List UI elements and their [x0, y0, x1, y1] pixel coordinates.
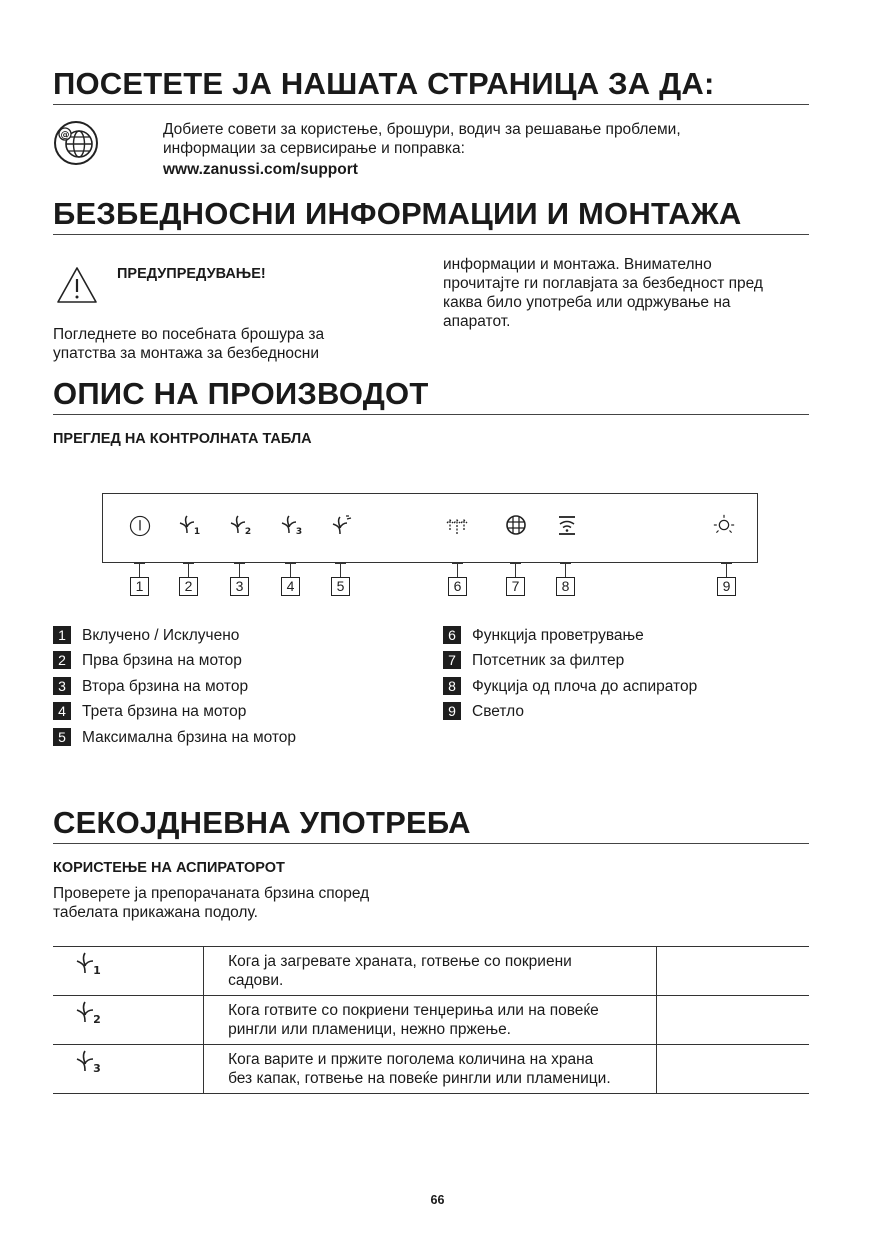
page-number: 66 — [430, 1193, 445, 1207]
legend-text: Максимална брзина на мотор — [82, 729, 297, 746]
speed-description — [204, 996, 657, 1045]
svg-text:1: 1 — [193, 527, 201, 536]
usage-intro-line1: Проверете ја препорачаната брзина според — [53, 885, 370, 902]
legend-item — [53, 677, 248, 697]
panel-number-1: 1 — [130, 577, 149, 596]
safety-left-line2: упатства за монтажа за безбедносни — [53, 345, 320, 362]
support-link[interactable]: www.zanussi.com/support — [163, 161, 358, 178]
fan-speed-1-icon — [75, 951, 105, 977]
legend-number: 6 — [443, 626, 461, 644]
speed-description-line: Кога варите и пржите поголема количина на храна — [228, 1051, 594, 1068]
safety-right-line1: информации и монтажа. Внимателно — [443, 256, 712, 273]
speed-cell — [53, 996, 204, 1045]
panel-number-5: 5 — [331, 577, 350, 596]
legend-text: Трета брзина на мотор — [82, 703, 247, 720]
warning-label: ПРЕДУПРЕДУВАЊЕ! — [117, 266, 266, 282]
safety-right-line2: прочитајте ги поглавјата за безбедност пред — [443, 275, 763, 292]
speed-description-line: Кога готвите со покриени тенџериња или на повеќе — [228, 1002, 599, 1019]
legend-text: Фукција од плоча до аспиратор — [472, 678, 698, 695]
legend-item — [53, 651, 242, 671]
speed-table — [53, 946, 809, 1094]
fan-boost-icon — [329, 514, 353, 536]
legend-item — [53, 626, 239, 646]
legend-text: Втора брзина на мотор — [82, 678, 249, 695]
legend-item — [443, 677, 697, 697]
legend-text: Прва брзина на мотор — [82, 652, 242, 669]
speed-description — [204, 1045, 657, 1094]
legend-item — [53, 728, 296, 748]
fan-speed-3-icon — [280, 514, 304, 536]
section-title-safety: БЕЗБЕДНОСНИ ИНФОРМАЦИИ И МОНТАЖА — [53, 196, 809, 235]
legend-item — [443, 626, 644, 646]
legend-number: 8 — [443, 677, 461, 695]
speed-number: 1 — [93, 964, 101, 977]
speed-description-line: Кога ја загревате храната, готвење со покриени — [228, 953, 572, 970]
empty-cell — [656, 947, 809, 996]
speed-cell — [53, 1045, 204, 1094]
speed-description — [204, 947, 657, 996]
table-row — [53, 996, 809, 1045]
speed-cell — [53, 947, 204, 996]
filter-grid-icon — [504, 514, 528, 536]
legend-number: 5 — [53, 728, 71, 746]
usage-intro-line2: табелата прикажана подолу. — [53, 904, 258, 921]
svg-text:@: @ — [60, 130, 70, 141]
svg-text:2: 2 — [244, 527, 252, 536]
fan-speed-2-icon — [75, 1000, 105, 1026]
legend-item — [53, 702, 246, 722]
panel-number-6: 6 — [448, 577, 467, 596]
panel-number-9: 9 — [717, 577, 736, 596]
legend-number: 1 — [53, 626, 71, 644]
legend-text: Потсетник за филтер — [472, 652, 625, 669]
table-row — [53, 947, 809, 996]
legend-text: Вклучено / Исклучено — [82, 627, 240, 644]
panel-number-4: 4 — [281, 577, 300, 596]
speed-description-line: рингли или пламеници, нежно пржење. — [228, 1021, 511, 1038]
legend-number: 7 — [443, 651, 461, 669]
hood-usage-subtitle: КОРИСТЕЊЕ НА АСПИРАТОРОТ — [53, 860, 285, 876]
legend-number: 3 — [53, 677, 71, 695]
hob-to-hood-icon — [555, 514, 579, 536]
empty-cell — [656, 1045, 809, 1094]
panel-number-8: 8 — [556, 577, 575, 596]
table-row — [53, 1045, 809, 1094]
ventilation-icon — [445, 514, 469, 536]
section-title-daily-use: СЕКОЈДНЕВНА УПОТРЕБА — [53, 805, 809, 844]
speed-description-line: без капак, готвење на повеќе рингли или пламеници. — [228, 1070, 611, 1087]
section-title-visit: ПОСЕТЕТЕ ЈА НАШАТА СТРАНИЦА ЗА ДА: — [53, 66, 809, 105]
empty-cell — [656, 996, 809, 1045]
visit-text-line2: информации за сервисирање и поправка: — [163, 140, 465, 157]
safety-right-line3: каква било употреба или одржување на — [443, 294, 731, 311]
section-title-product: ОПИС НА ПРОИЗВОДОТ — [53, 376, 809, 415]
panel-number-2: 2 — [179, 577, 198, 596]
control-panel-subtitle: ПРЕГЛЕД НА КОНТРОЛНАТА ТАБЛА — [53, 431, 312, 447]
safety-left-line1: Погледнете во посебната брошура за — [53, 326, 325, 343]
legend-item — [443, 702, 524, 722]
legend-number: 2 — [53, 651, 71, 669]
fan-speed-1-icon — [178, 514, 202, 536]
legend-text: Функција проветрување — [472, 627, 644, 644]
legend-number: 9 — [443, 702, 461, 720]
control-panel-diagram — [102, 493, 758, 563]
panel-number-3: 3 — [230, 577, 249, 596]
safety-right-line4: апаратот. — [443, 313, 511, 330]
svg-text:3: 3 — [295, 527, 303, 536]
speed-description-line: садови. — [228, 972, 284, 989]
speed-number: 2 — [93, 1013, 101, 1026]
panel-number-7: 7 — [506, 577, 525, 596]
fan-speed-2-icon — [229, 514, 253, 536]
visit-text-line1: Добиете совети за користење, брошури, водич за решавање проблеми, — [163, 121, 681, 138]
legend-item — [443, 651, 624, 671]
legend-number: 4 — [53, 702, 71, 720]
power-icon — [125, 515, 155, 537]
web-globe-icon — [52, 120, 100, 166]
warning-triangle-icon — [56, 266, 98, 304]
fan-speed-3-icon — [75, 1049, 105, 1075]
legend-text: Светло — [472, 703, 524, 720]
speed-number: 3 — [93, 1062, 101, 1075]
light-icon — [710, 514, 738, 536]
